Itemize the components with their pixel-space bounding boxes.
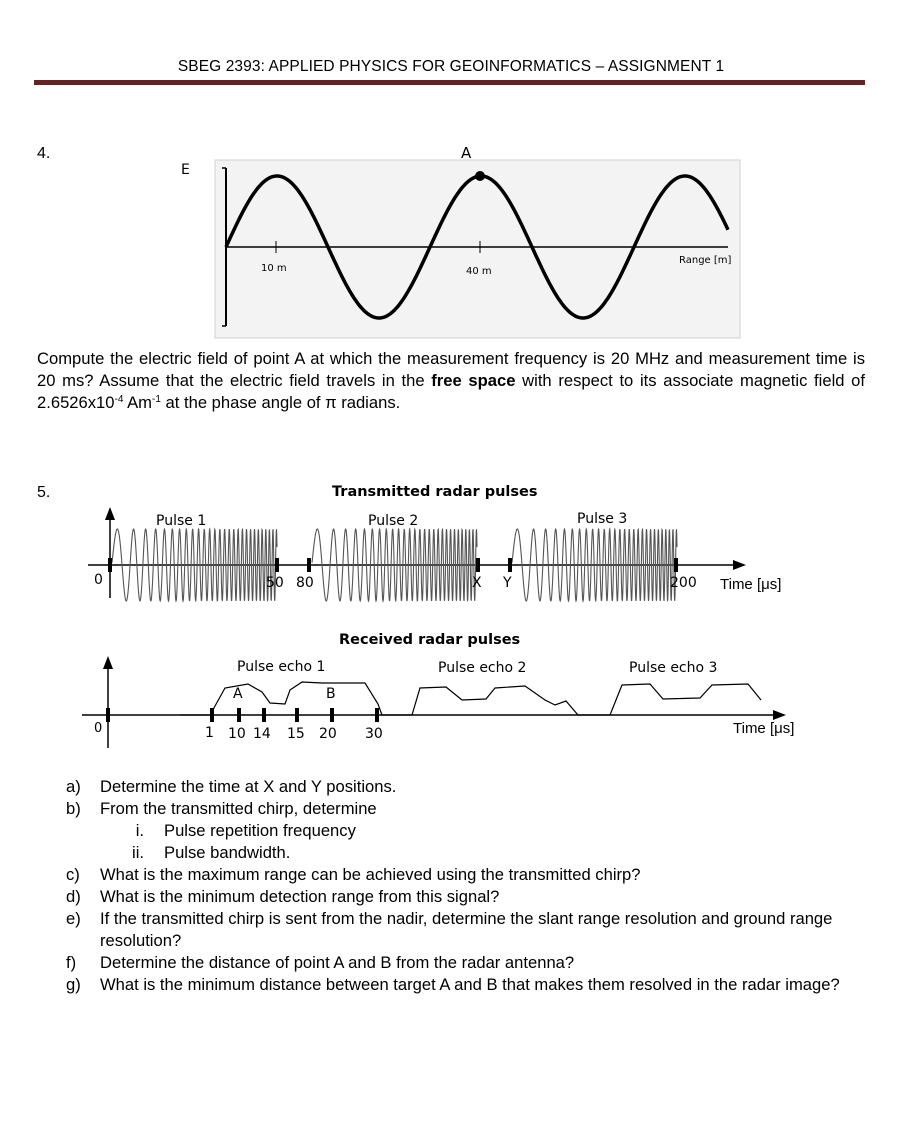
list-item-d [66, 886, 866, 908]
transmitted-pulses-diagram [0, 470, 902, 605]
list-marker: g) [66, 975, 81, 994]
pulse-3-label: Pulse 3 [577, 511, 628, 527]
q4-text-part4: at the phase angle of π radians. [160, 393, 401, 412]
e-axis-label: E [181, 162, 190, 178]
list-marker: i. [135, 821, 144, 840]
q4-text-part3: Am [123, 393, 153, 412]
question-5-list [66, 776, 866, 996]
list-item-g [66, 974, 866, 996]
q4-text-bold: free space [431, 371, 516, 390]
list-item-text: What is the minimum distance between target A and B that makes them resolved in the radar image? [100, 975, 840, 994]
received-tick-10: 10 [228, 726, 246, 742]
received-axis-label: Time [μs] [733, 720, 795, 737]
received-title: Received radar pulses [339, 632, 521, 648]
received-pulses-diagram [0, 620, 902, 750]
point-a-marker [475, 171, 485, 181]
tick-80: 80 [296, 575, 314, 591]
list-marker: c) [66, 865, 80, 884]
q4-exponent-1: -4 [114, 394, 124, 405]
q4-exponent-2: -1 [152, 394, 161, 405]
list-item-text: If the transmitted chirp is sent from the nadir, determine the slant range resolution and ground range resolution? [100, 909, 833, 950]
tick-200: 200 [670, 575, 697, 591]
question-4-text [37, 348, 865, 414]
target-b-label: B [326, 686, 336, 702]
tick-50: 50 [266, 575, 284, 591]
received-tick-20: 20 [319, 726, 337, 742]
echo-trace [180, 682, 761, 715]
pulse-1-label: Pulse 1 [156, 513, 207, 529]
point-a-label: A [461, 144, 472, 162]
list-item-text: Pulse repetition frequency [164, 821, 356, 840]
tick-40m: 40 m [466, 266, 492, 277]
received-tick-14: 14 [253, 726, 271, 742]
range-axis-label: Range [m] [679, 255, 732, 266]
list-item-text: What is the maximum range can be achieved using the transmitted chirp? [100, 865, 641, 884]
list-marker: a) [66, 777, 81, 796]
pulse-echo-1-label: Pulse echo 1 [237, 659, 326, 675]
target-a-label: A [233, 686, 243, 702]
list-marker: ii. [132, 843, 144, 862]
tick-10m: 10 m [261, 263, 287, 274]
list-item-c [66, 864, 866, 886]
list-marker: f) [66, 953, 77, 972]
list-marker: b) [66, 799, 81, 818]
header-title: SBEG 2393: APPLIED PHYSICS FOR GEOINFORMATICS – ASSIGNMENT 1 [177, 58, 725, 75]
list-item-text: From the transmitted chirp, determine [100, 799, 377, 818]
q4-text-part2: with respect to its associate magnetic field of 2.6526x10 [37, 371, 866, 412]
list-item-text: Pulse bandwidth. [164, 843, 291, 862]
list-marker: e) [66, 909, 81, 928]
list-item-b [66, 798, 866, 820]
list-item-b-i [66, 820, 866, 842]
list-item-a [66, 776, 866, 798]
list-item-text: Determine the time at X and Y positions. [100, 777, 397, 796]
q4-text-part1: Compute the electric field of point A at which the measurement frequency is 20 MHz and measurement time is 20 ms? Assume that the electric field travels in the [37, 349, 865, 390]
list-item-f [66, 952, 866, 974]
tick-y: Y [503, 575, 512, 591]
question-5-number: 5. [37, 484, 51, 501]
received-tick-0: 0 [94, 721, 103, 736]
header-rule [34, 80, 865, 85]
question-4-number: 4. [37, 145, 51, 162]
list-marker: d) [66, 887, 81, 906]
list-item-e [66, 908, 866, 952]
transmitted-title: Transmitted radar pulses [332, 484, 538, 500]
list-item-text: What is the minimum detection range from this signal? [100, 887, 500, 906]
tick-x: X [472, 575, 482, 591]
tick-0: 0 [94, 572, 103, 588]
list-item-b-ii [66, 842, 866, 864]
list-item-text: Determine the distance of point A and B from the radar antenna? [100, 953, 575, 972]
pulse-echo-2-label: Pulse echo 2 [438, 660, 527, 676]
sine-wave-figure [160, 138, 760, 343]
pulse-echo-3-label: Pulse echo 3 [629, 660, 718, 676]
transmitted-axis-label: Time [μs] [720, 576, 782, 593]
received-tick-1: 1 [205, 725, 214, 741]
received-tick-15: 15 [287, 726, 305, 742]
received-tick-30: 30 [365, 726, 383, 742]
pulse-2-label: Pulse 2 [368, 513, 419, 529]
